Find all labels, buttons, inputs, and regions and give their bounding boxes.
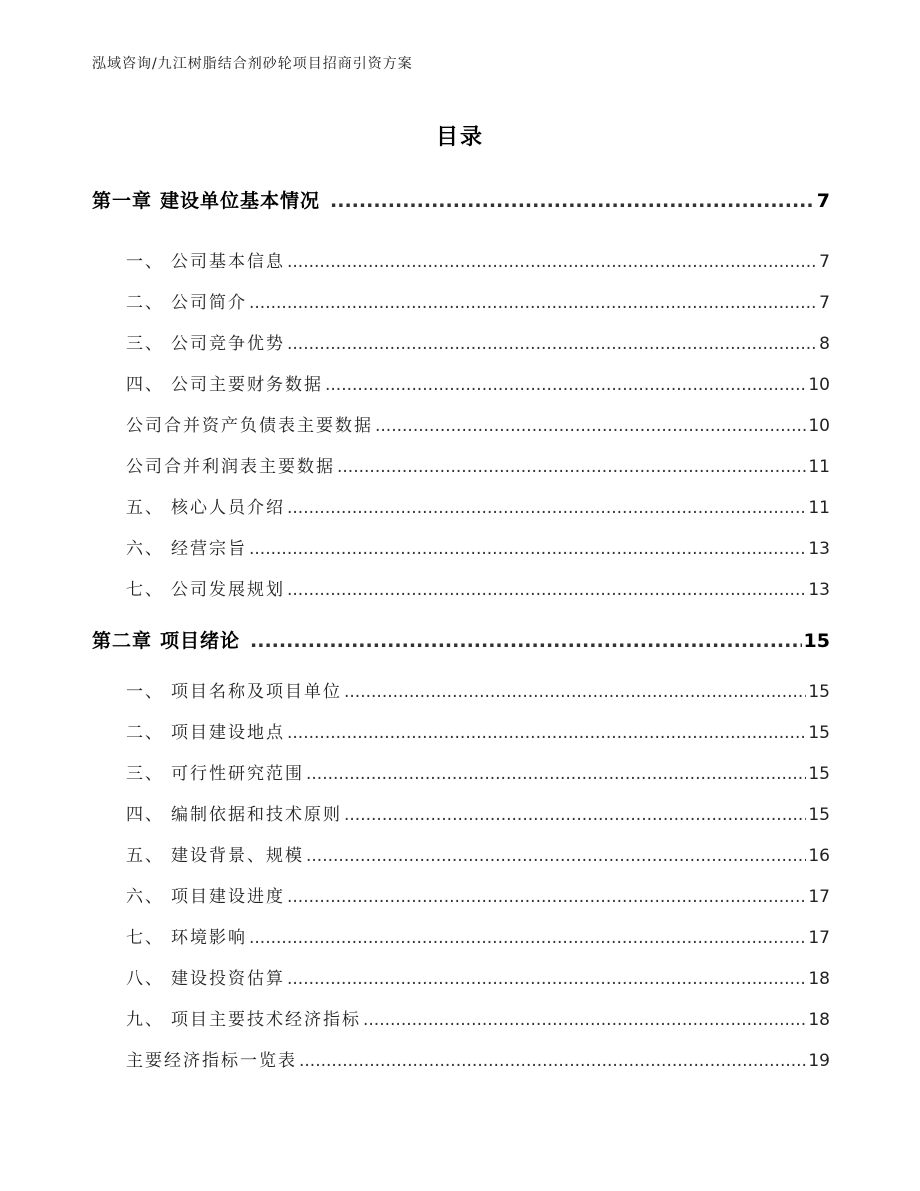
- toc-dot-leader: [306, 846, 806, 866]
- toc-page-number: 18: [808, 1010, 830, 1030]
- toc-section-entry[interactable]: [126, 329, 830, 354]
- toc-dot-leader: [287, 252, 817, 272]
- toc-entry-label: 项目主要技术经济指标: [171, 1010, 361, 1030]
- toc-chapter-entry[interactable]: [92, 186, 830, 213]
- toc-section-entry[interactable]: [126, 534, 830, 559]
- toc-dot-leader: [375, 416, 806, 436]
- toc-entry-number: 一、: [126, 682, 164, 702]
- toc-page-number: 11: [808, 457, 830, 477]
- toc-section-entry[interactable]: [126, 575, 830, 600]
- toc-section-entry[interactable]: [126, 247, 830, 272]
- toc-entry-number: 三、: [126, 764, 164, 784]
- toc-dot-leader: [363, 1010, 806, 1030]
- toc-entry-number: 第二章: [92, 630, 153, 652]
- toc-page-number: 13: [808, 580, 830, 600]
- toc-entry-number: 五、: [126, 846, 164, 866]
- toc-entry-label: 环境影响: [171, 928, 247, 948]
- toc-section-entry[interactable]: [126, 718, 830, 743]
- toc-entry-number: 三、: [126, 334, 164, 354]
- toc-entry-label: 公司简介: [171, 293, 247, 313]
- toc-section-entry[interactable]: [126, 411, 830, 436]
- toc-dot-leader: [250, 630, 802, 652]
- toc-dot-leader: [337, 457, 806, 477]
- toc-section-entry[interactable]: [126, 964, 830, 989]
- toc-page-number: 17: [808, 887, 830, 907]
- toc-entry-number: 第一章: [92, 190, 153, 212]
- toc-entry-label: 建设背景、规模: [171, 846, 304, 866]
- toc-entry-number: 七、: [126, 928, 164, 948]
- toc-section-entry[interactable]: [126, 1046, 830, 1071]
- toc-section-entry[interactable]: [126, 288, 830, 313]
- toc-entry-label: 项目绪论: [160, 630, 241, 652]
- toc-page-number: 15: [808, 682, 830, 702]
- toc-entry-label: 可行性研究范围: [171, 764, 304, 784]
- toc-page-number: 10: [808, 416, 830, 436]
- toc-entry-label: 建设投资估算: [171, 969, 285, 989]
- toc-dot-leader: [287, 723, 806, 743]
- toc-entry-label: 核心人员介绍: [171, 498, 285, 518]
- toc-page-number: 15: [808, 805, 830, 825]
- toc-page-number: 16: [808, 846, 830, 866]
- toc-page-number: 10: [808, 375, 830, 395]
- toc-page-number: 7: [816, 190, 830, 212]
- toc-page-number: 11: [808, 498, 830, 518]
- toc-entry-label: 公司主要财务数据: [171, 375, 323, 395]
- toc-page-number: 15: [803, 630, 830, 652]
- toc-entry-number: 二、: [126, 723, 164, 743]
- toc-entry-label: 项目名称及项目单位: [171, 682, 342, 702]
- toc-dot-leader: [249, 539, 806, 559]
- toc-section-entry[interactable]: [126, 841, 830, 866]
- running-header: 泓域咨询/九江树脂结合剂砂轮项目招商引资方案: [92, 56, 413, 72]
- toc-section-entry[interactable]: [126, 452, 830, 477]
- toc-dot-leader: [330, 190, 815, 212]
- toc-section-entry[interactable]: [126, 493, 830, 518]
- toc-entry-label: 公司合并资产负债表主要数据: [126, 416, 373, 436]
- toc-section-entry[interactable]: [126, 1005, 830, 1030]
- toc-entry-label: 项目建设进度: [171, 887, 285, 907]
- toc-dot-leader: [287, 334, 817, 354]
- toc-dot-leader: [344, 805, 806, 825]
- toc-dot-leader: [287, 498, 806, 518]
- toc-dot-leader: [287, 580, 806, 600]
- toc-page-number: 13: [808, 539, 830, 559]
- toc-entry-label: 公司合并利润表主要数据: [126, 457, 335, 477]
- toc-entry-label: 公司竞争优势: [171, 334, 285, 354]
- toc-entry-number: 八、: [126, 969, 164, 989]
- toc-dot-leader: [287, 887, 806, 907]
- toc-section-entry[interactable]: [126, 759, 830, 784]
- toc-entry-number: 二、: [126, 293, 164, 313]
- toc-dot-leader: [306, 764, 806, 784]
- toc-entry-label: 公司发展规划: [171, 580, 285, 600]
- toc-entry-number: 九、: [126, 1010, 164, 1030]
- toc-page-number: 7: [819, 293, 830, 313]
- toc-page-number: 15: [808, 723, 830, 743]
- toc-dot-leader: [325, 375, 806, 395]
- toc-entry-number: 四、: [126, 375, 164, 395]
- toc-section-entry[interactable]: [126, 923, 830, 948]
- toc-entry-number: 六、: [126, 539, 164, 559]
- toc-page-number: 8: [819, 334, 830, 354]
- toc-dot-leader: [287, 969, 806, 989]
- toc-page-number: 17: [808, 928, 830, 948]
- toc-title: 目录: [435, 125, 484, 150]
- toc-section-entry[interactable]: [126, 882, 830, 907]
- toc-chapter-entry[interactable]: [92, 626, 830, 653]
- toc-entry-number: 一、: [126, 252, 164, 272]
- toc-dot-leader: [299, 1051, 806, 1071]
- toc-dot-leader: [249, 928, 806, 948]
- toc-entry-number: 六、: [126, 887, 164, 907]
- toc-entry-label: 经营宗旨: [171, 539, 247, 559]
- toc-dot-leader: [249, 293, 817, 313]
- toc-entry-label: 编制依据和技术原则: [171, 805, 342, 825]
- toc-entry-number: 七、: [126, 580, 164, 600]
- toc-section-entry[interactable]: [126, 370, 830, 395]
- toc-entry-label: 项目建设地点: [171, 723, 285, 743]
- toc-entry-label: 主要经济指标一览表: [126, 1051, 297, 1071]
- toc-page-number: 7: [819, 252, 830, 272]
- toc-section-entry[interactable]: [126, 800, 830, 825]
- toc-page-number: 18: [808, 969, 830, 989]
- toc-entry-label: 建设单位基本情况: [160, 190, 321, 212]
- toc-section-entry[interactable]: [126, 677, 830, 702]
- toc-entry-label: 公司基本信息: [171, 252, 285, 272]
- toc-entry-number: 五、: [126, 498, 164, 518]
- toc-dot-leader: [344, 682, 806, 702]
- toc-entry-number: 四、: [126, 805, 164, 825]
- toc-page-number: 15: [808, 764, 830, 784]
- toc-page-number: 19: [808, 1051, 830, 1071]
